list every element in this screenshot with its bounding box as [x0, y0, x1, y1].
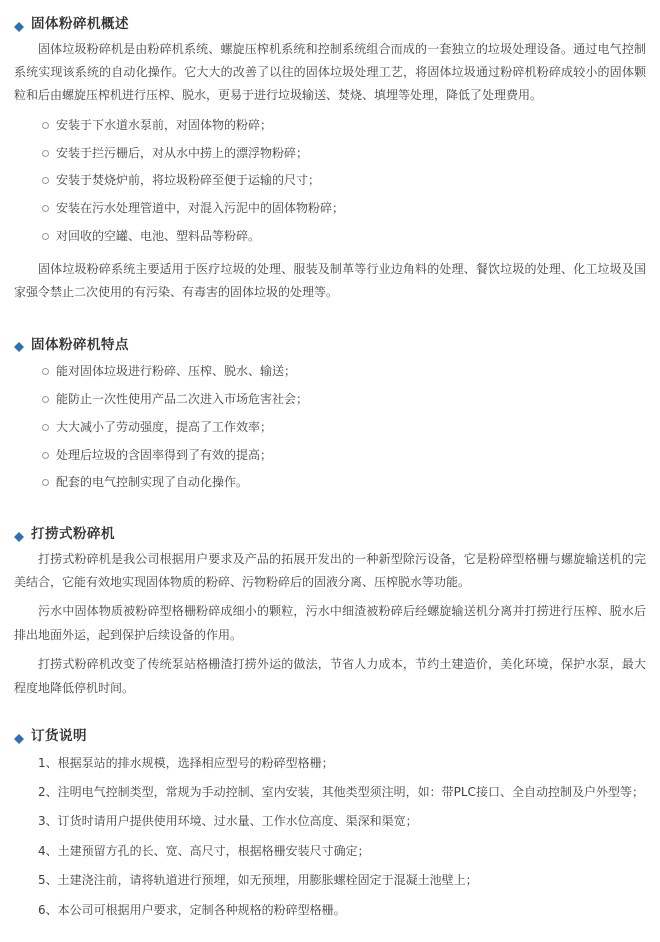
bullet-list-overview	[14, 114, 646, 248]
list-item: 大大减小了劳动强度，提高了工作效率；	[42, 416, 646, 439]
paragraph: 固体垃圾粉碎系统主要适用于医疗垃圾的处理、服装及制革等行业边角料的处理、餐饮垃圾的处理、化工垃圾及国家强令禁止二次使用的有污染、有毒害的固体垃圾的处理等。	[14, 261, 646, 300]
paragraph: 打捞式粉碎机改变了传统泵站格栅渣打捞外运的做法，节省人力成本，节约土建造价，美化环境，保护水泵，最大程度地降低停机时间。	[14, 657, 646, 695]
bullet-list-features	[14, 360, 646, 494]
section-overview	[14, 8, 646, 305]
section-title: 固体粉碎机特点	[31, 336, 129, 353]
list-item: 安装于下水道水泵前，对固体物的粉碎；	[42, 114, 646, 137]
diamond-bullet-icon	[14, 17, 24, 27]
section-fishing-type	[14, 518, 646, 700]
section-heading-features	[14, 329, 646, 357]
list-item: 6、本公司可根据用户要求，定制各种规格的粉碎型格栅。	[38, 902, 346, 917]
list-item: 1、根据泵站的排水规模，选择相应型号的粉碎型格栅；	[38, 755, 334, 770]
paragraph: 打捞式粉碎机是我公司根据用户要求及产品的拓展开发出的一种新型除污设备，它是粉碎型格栅与螺旋输送机的完美结合，它能有效地实现固体物质的粉碎、污物粉碎后的固液分离、压榨脱水等功能。	[14, 551, 646, 590]
list-item: 安装在污水处理管道中，对混入污泥中的固体物粉碎；	[42, 197, 646, 220]
numbered-list-ordering	[14, 752, 646, 922]
section-features	[14, 329, 646, 495]
list-item: 2、注明电气控制类型，常规为手动控制、室内安装，其他类型须注明，如：带PLC接口、全自动控制及户外型等；	[38, 785, 644, 800]
list-item: 配套的电气控制实现了自动化操作。	[42, 471, 646, 494]
list-item: 5、土建浇注前，请将轨道进行预埋，如无预埋，用膨胀螺栓固定于混凝土池壁上；	[38, 873, 478, 888]
paragraph: 固体垃圾粉碎机是由粉碎机系统、螺旋压榨机系统和控制系统组合而成的一套独立的垃圾处理设备。通过电气控制系统实现该系统的自动化操作。它大大的改善了以往的固体垃圾处理工艺，将固体垃圾通过粉碎机粉碎成较小的固体颗粒和后由螺旋压榨机进行压榨、脱水，更易于进行垃圾输送、焚烧、填埋等处理，降低了处理费用。	[14, 41, 646, 103]
section-heading-ordering	[14, 720, 646, 748]
diamond-bullet-icon	[14, 729, 24, 739]
section-ordering	[14, 720, 646, 922]
list-item: 能防止一次性使用产品二次进入市场危害社会；	[42, 388, 646, 411]
section-spacer	[14, 706, 646, 720]
list-item: 能对固体垃圾进行粉碎、压榨、脱水、输送；	[42, 360, 646, 383]
list-item: 对回收的空罐、电池、塑料品等粉碎。	[42, 225, 646, 248]
list-item: 处理后垃圾的含固率得到了有效的提高；	[42, 444, 646, 467]
diamond-bullet-icon	[14, 527, 24, 537]
paragraph: 污水中固体物质被粉碎型格栅粉碎成细小的颗粒，污水中细渣被粉碎后经螺旋输送机分离并打捞进行压榨、脱水后排出地面外运，起到保护后续设备的作用。	[14, 604, 646, 642]
section-title: 订货说明	[31, 728, 87, 745]
section-spacer	[14, 504, 646, 518]
section-heading-fishing-type	[14, 518, 646, 546]
list-item: 安装于拦污栅后，对从水中捞上的漂浮物粉碎；	[42, 142, 646, 165]
diamond-bullet-icon	[14, 337, 24, 347]
section-heading-overview	[14, 8, 646, 36]
list-item: 安装于焚烧炉前，将垃圾粉碎至便于运输的尺寸；	[42, 169, 646, 192]
section-title: 固体粉碎机概述	[31, 16, 129, 32]
section-spacer	[14, 315, 646, 329]
section-title: 打捞式粉碎机	[31, 526, 115, 543]
list-item: 4、土建预留方孔的长、宽、高尺寸，根据格栅安装尺寸确定；	[38, 843, 370, 858]
list-item: 3、订货时请用户提供使用环境、过水量、工作水位高度、渠深和渠宽；	[38, 814, 418, 829]
